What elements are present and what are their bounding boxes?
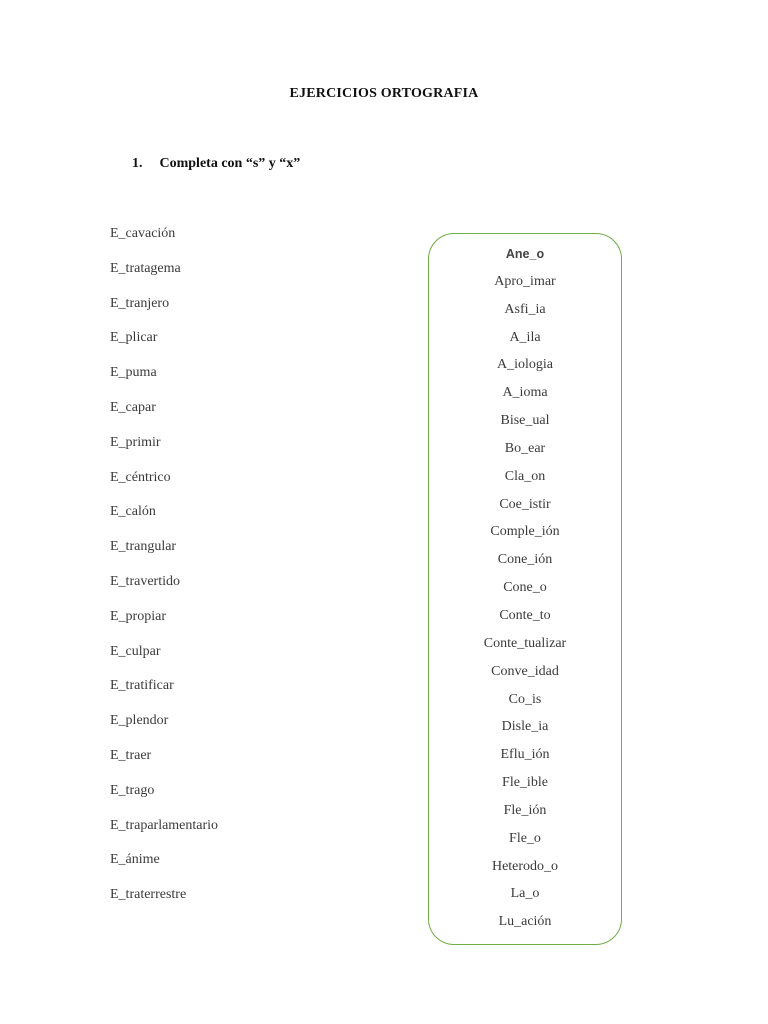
left-word-list (110, 225, 218, 921)
box-word-item: La_o (510, 886, 540, 902)
box-word-item: Asfi_ia (504, 301, 546, 317)
page-title: EJERCICIOS ORTOGRAFIA (289, 86, 479, 101)
word-item: E_capar (110, 399, 156, 415)
word-item: E_céntrico (110, 469, 171, 485)
box-word-item: Eflu_ión (500, 747, 550, 763)
box-word-item: Lu_ación (498, 914, 552, 930)
word-item: E_traterrestre (110, 887, 187, 903)
word-item: E_plicar (110, 330, 158, 346)
box-word-item: Fle_ible (502, 775, 548, 791)
box-word-item: Heterodo_o (491, 858, 559, 874)
box-word-item: Disle_ia (501, 719, 549, 735)
exercise-text: Completa con “s” y “x” (159, 156, 301, 171)
word-item: E_calón (110, 504, 156, 520)
box-word-item: Cone_ión (497, 552, 553, 568)
box-word-item: A_iologia (497, 357, 553, 373)
box-word-list (428, 245, 622, 941)
word-item: E_trangular (110, 539, 177, 555)
box-word-item: Conve_idad (491, 663, 559, 679)
exercise-number: 1. (132, 156, 143, 171)
word-item: E_primir (110, 434, 161, 450)
box-word-item: Cla_on (504, 468, 546, 484)
box-word-item: Conte_tualizar (483, 635, 567, 651)
box-word-item: Cone_o (503, 580, 547, 596)
word-item: E_plendor (110, 713, 169, 729)
word-item: E_ánime (110, 852, 160, 868)
word-item: E_travertido (110, 573, 180, 589)
word-item: E_trago (110, 782, 155, 798)
box-word-item: A_ila (509, 329, 541, 345)
box-word-item: Coe_istir (499, 496, 551, 512)
box-word-item: A_ioma (502, 385, 548, 401)
box-word-item: Conte_to (499, 607, 551, 623)
word-item: E_traparlamentario (110, 817, 219, 833)
word-item: E_culpar (110, 643, 161, 659)
word-item: E_propiar (110, 608, 166, 624)
word-item: E_tratagema (110, 260, 181, 276)
box-word-item: Bo_ear (504, 440, 546, 456)
box-word-item: Comple_ión (490, 524, 560, 540)
word-item: E_tranjero (110, 295, 170, 311)
box-word-item: Ane_o (505, 247, 545, 261)
word-item: E_traer (110, 747, 152, 763)
box-word-item: Fle_o (509, 830, 541, 846)
box-word-item: Apro_imar (494, 273, 556, 289)
exercise-instruction (132, 156, 300, 172)
word-item: E_puma (110, 365, 157, 381)
word-item: E_tratificar (110, 678, 174, 694)
box-word-item: Bise_ual (500, 413, 550, 429)
word-item: E_cavación (110, 226, 176, 241)
box-word-item: Fle_ión (503, 802, 547, 818)
box-word-item: Co_is (508, 691, 542, 707)
